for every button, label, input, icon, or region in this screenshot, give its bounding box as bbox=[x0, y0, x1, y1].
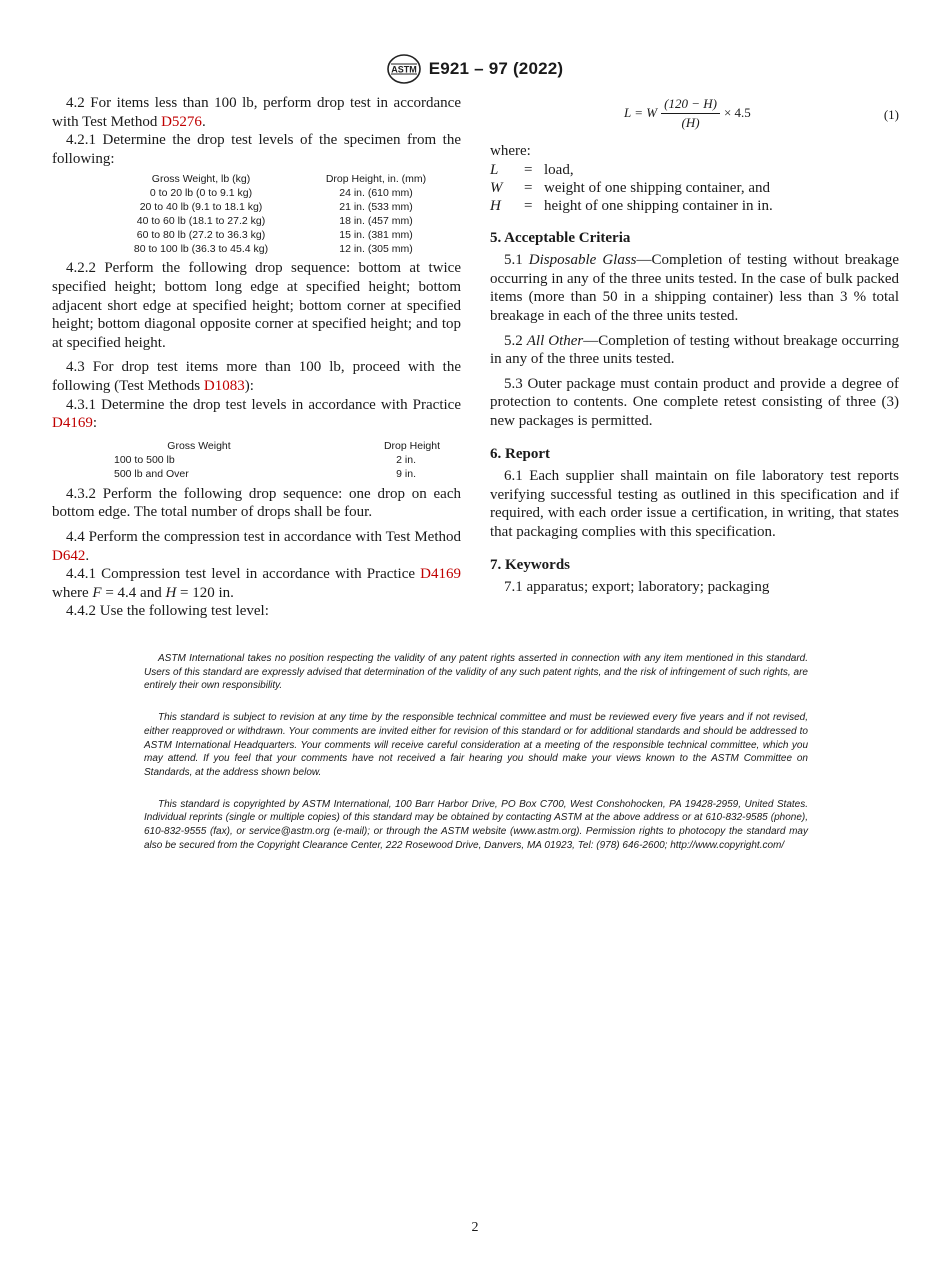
table-row: 0 to 20 lb (0 to 9.1 kg) 24 in. (610 mm) bbox=[149, 187, 413, 200]
equation-lhs: L = W bbox=[624, 105, 658, 121]
where-label: where: bbox=[490, 143, 531, 159]
section-4-4: 4.4 Perform the compression test in accordance with Test Method D642. bbox=[52, 528, 461, 564]
astm-logo-icon bbox=[387, 54, 421, 84]
variable-description: load, bbox=[544, 161, 574, 178]
equation-numerator: (120 − H) bbox=[661, 96, 720, 114]
table-header: Gross Weight bbox=[167, 439, 231, 452]
table-header: Drop Height bbox=[383, 439, 440, 452]
table-header: Drop Height, in. (mm) bbox=[325, 173, 427, 186]
large-item-drop-table bbox=[114, 439, 440, 481]
section-4-3-1: 4.3.1 Determine the drop test levels in accordance with Practice D4169: bbox=[52, 396, 461, 432]
link-d5276[interactable]: D5276 bbox=[161, 113, 202, 130]
equation-denominator: (H) bbox=[681, 115, 700, 130]
table-header: Gross Weight, lb (kg) bbox=[151, 173, 251, 186]
table-row: 100 to 500 lb 2 in. bbox=[114, 453, 416, 466]
link-d642[interactable]: D642 bbox=[52, 547, 86, 564]
table-row: 20 to 40 lb (9.1 to 18.1 kg) 21 in. (533 mm) bbox=[139, 201, 413, 214]
section-7-heading: 7. Keywords bbox=[490, 556, 570, 573]
section-4-3: 4.3 For drop test items more than 100 lb, proceed with the following (Test Methods D1083): bbox=[52, 359, 461, 394]
link-d4169[interactable]: D4169 bbox=[420, 566, 461, 583]
section-4-4-2: 4.4.2 Use the following test level: bbox=[66, 603, 269, 620]
section-5-heading: 5. Acceptable Criteria bbox=[490, 229, 631, 246]
table-row: 500 lb and Over 9 in. bbox=[114, 467, 416, 480]
equation-number: (1) bbox=[883, 107, 899, 122]
equation-fraction bbox=[661, 96, 720, 131]
section-5-1: 5.1 Disposable Glass—Completion of testing without breakage occurring in any of the three units tested. In the case of bulk packed items (more than 50 in a shipping container) less than 3 % total breakage in each of the three units tested. bbox=[490, 252, 899, 324]
section-4-2: 4.2 For items less than 100 lb, perform drop test in accordance with Test Method D5276. bbox=[52, 95, 461, 130]
footer-notes bbox=[144, 652, 808, 870]
variable-list: L = load, W = weight of one shipping container, and H = height of one shipping container in in. bbox=[490, 161, 899, 215]
copyright-notice: This standard is copyrighted by ASTM International, 100 Barr Harbor Drive, PO Box C700, West Conshohocken, PA 19428-2959, United States. Individual reprints (single or multiple copies) of this standard may be obtained by contacting ASTM at the above address or at 610-832-9585 (phone), 610-832-9555 (fax), or service@astm.org (e-mail); or through the ASTM website (www.astm.org). Permission rights to photocopy the standard may also be secured from the Copyright Clearance Center, 222 Rosewood Drive, Danvers, MA 01923, Tel: (978) 646-2600; http://www.copyright.com/ bbox=[144, 798, 808, 851]
variable-description: weight of one shipping container, and bbox=[544, 179, 771, 196]
left-column bbox=[52, 94, 461, 621]
page-number: 2 bbox=[471, 1220, 479, 1235]
variable-symbol: L bbox=[490, 161, 499, 178]
section-7-1: 7.1 apparatus; export; laboratory; packaging bbox=[504, 579, 770, 596]
equation-1 bbox=[490, 94, 899, 136]
right-column bbox=[490, 94, 899, 597]
page-header bbox=[0, 56, 950, 82]
logo-text: ASTM bbox=[390, 64, 417, 75]
section-6-heading: 6. Report bbox=[490, 445, 550, 462]
revision-notice: This standard is subject to revision at any time by the responsible technical committee and must be reviewed every five years and if not revised, either reapproved or withdrawn. Your comments are invited either for revision of this standard or for additional standards and should be addressed to ASTM International Headquarters. Your comments will receive careful consideration at a meeting of the responsible technical committee, which you may attend. If you feel that your comments have not received a fair hearing you should make your views known to the ASTM Committee on Standards, at the address shown below. bbox=[144, 712, 808, 778]
section-6-1: 6.1 Each supplier shall maintain on file laboratory test reports verifying successful testing as outlined in this specification and if required, with each order issue a certification, in writing, that states that packaging complies with this specification. bbox=[490, 468, 899, 540]
table-row: 80 to 100 lb (36.3 to 45.4 kg) 12 in. (305 mm) bbox=[133, 243, 413, 256]
variable-description: height of one shipping container in in. bbox=[544, 197, 773, 214]
table-row: 60 to 80 lb (27.2 to 36.3 kg) 15 in. (381 mm) bbox=[136, 229, 413, 242]
link-d4169[interactable]: D4169 bbox=[52, 415, 93, 432]
variable-symbol: H bbox=[490, 197, 501, 214]
section-5-3: 5.3 Outer package must contain product and provide a degree of protection to contents. One complete retest consisting of three (3) new packages is permitted. bbox=[490, 375, 899, 429]
section-5-2: 5.2 All Other—Completion of testing without breakage occurring in any of the three units tested. bbox=[490, 332, 899, 368]
equation-rhs: × 4.5 bbox=[723, 105, 751, 121]
table-row: 40 to 60 lb (18.1 to 27.2 kg) 18 in. (457 mm) bbox=[136, 215, 413, 228]
section-4-2-2: 4.2.2 Perform the following drop sequence: bottom at twice specified height; bottom long edge at specified height; bottom adjacent short edge at specified height; bottom corner at specified height; bottom diagonal opposite corner at specified height; and top at specified height. bbox=[52, 260, 461, 351]
patent-notice: ASTM International takes no position respecting the validity of any patent rights asserted in connection with any item mentioned in this standard. Users of this standard are expressly advised that determination of the validity of any such patent rights, and the risk of infringement of such rights, are entirely their own responsibility. bbox=[144, 653, 808, 692]
standard-designation: E921 – 97 (2022) bbox=[428, 59, 564, 78]
variable-symbol: W bbox=[490, 179, 503, 196]
link-d1083[interactable]: D1083 bbox=[203, 377, 245, 394]
section-4-2-1: 4.2.1 Determine the drop test levels of the specimen from the following: bbox=[52, 132, 461, 167]
section-4-4-1: 4.4.1 Compression test level in accordance with Practice D4169 where F = 4.4 and H = 120 in. bbox=[52, 566, 461, 601]
drop-height-table bbox=[96, 172, 446, 256]
section-4-3-2: 4.3.2 Perform the following drop sequence: one drop on each bottom edge. The total number of drops shall be four. bbox=[52, 485, 461, 521]
